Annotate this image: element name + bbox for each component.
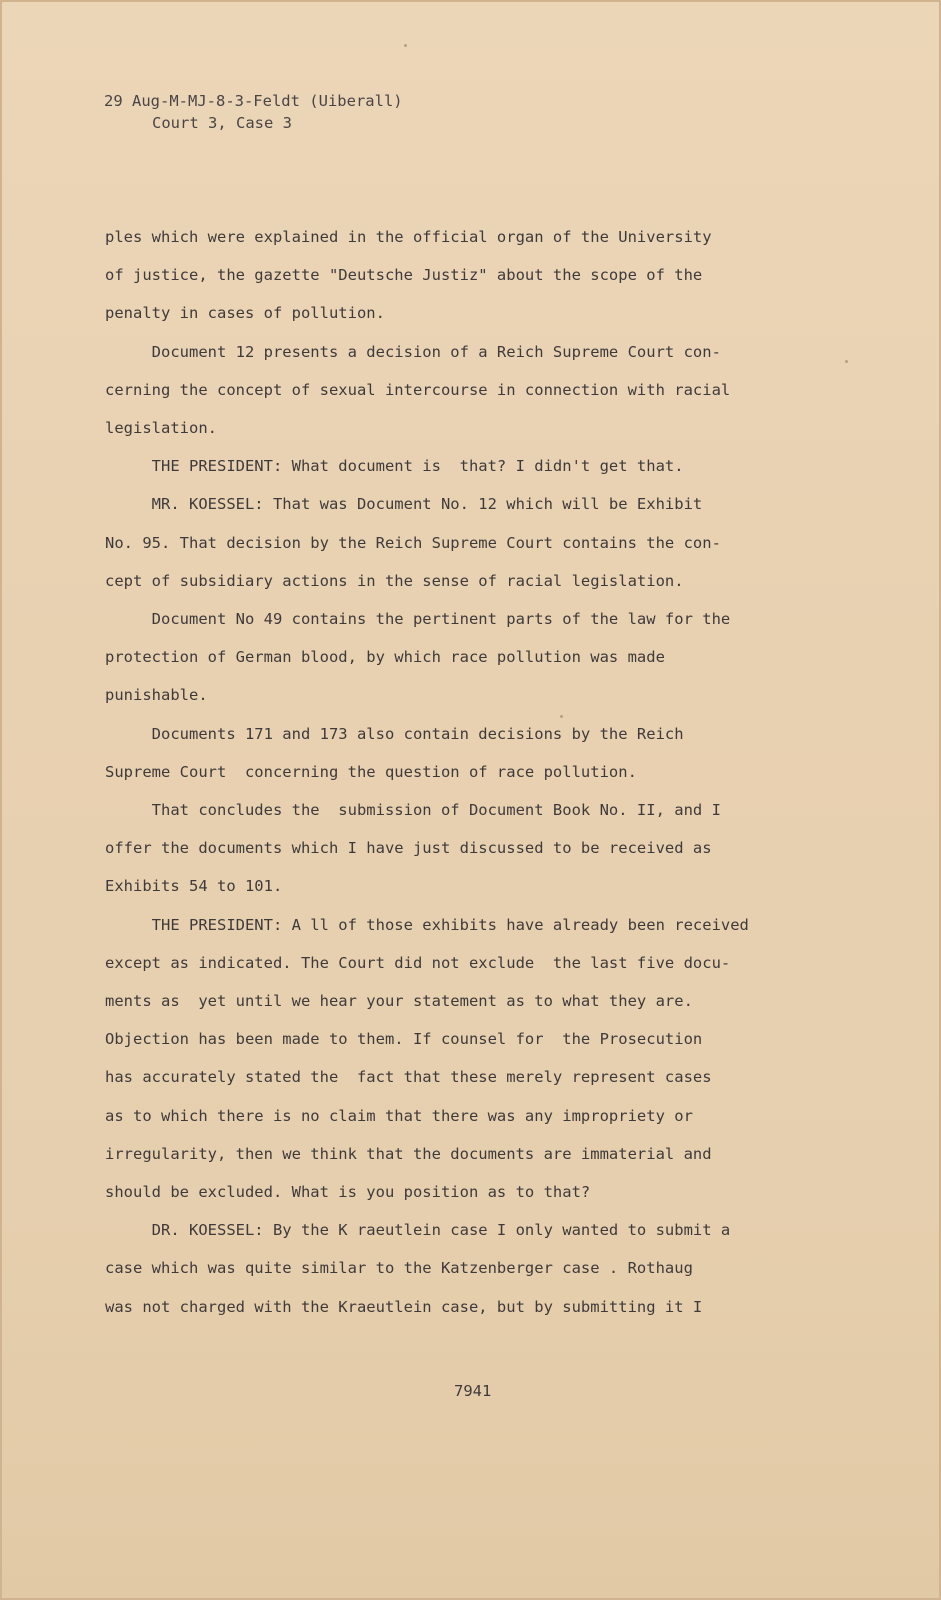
text-line: THE PRESIDENT: A ll of those exhibits have already been received: [105, 915, 749, 934]
text-line: penalty in cases of pollution.: [105, 304, 385, 323]
paper-speck: [404, 44, 407, 47]
text-line: has accurately stated the fact that these merely represent cases: [105, 1068, 712, 1087]
text-line: MR. KOESSEL: That was Document No. 12 which will be Exhibit: [105, 495, 703, 514]
text-line: protection of German blood, by which race pollution was made: [105, 648, 665, 667]
text-line: was not charged with the Kraeutlein case, but by submitting it I: [105, 1297, 703, 1316]
text-line: That concludes the submission of Document Book No. II, and I: [105, 801, 721, 820]
text-line: Supreme Court concerning the question of race pollution.: [105, 762, 637, 781]
text-line: cerning the concept of sexual intercourse in connection with racial: [105, 380, 731, 399]
text-line: irregularity, then we think that the documents are immaterial and: [105, 1144, 712, 1163]
transcript-body: [105, 218, 905, 1326]
text-line: No. 95. That decision by the Reich Supreme Court contains the con-: [105, 533, 721, 552]
text-line: of justice, the gazette "Deutsche Justiz" about the scope of the: [105, 266, 703, 285]
header-line-1: 29 Aug-M-MJ-8-3-Feldt (Uiberall): [104, 92, 403, 110]
text-line: Exhibits 54 to 101.: [105, 877, 283, 896]
text-line: as to which there is no claim that there was any impropriety or: [105, 1106, 693, 1125]
text-line: except as indicated. The Court did not exclude the last five docu-: [105, 953, 731, 972]
header-line-2: Court 3, Case 3: [152, 114, 292, 132]
text-line: DR. KOESSEL: By the K raeutlein case I only wanted to submit a: [105, 1221, 731, 1240]
text-line: punishable.: [105, 686, 208, 705]
text-line: legislation.: [105, 419, 217, 438]
text-line: THE PRESIDENT: What document is that? I didn't get that.: [105, 457, 684, 476]
text-line: ples which were explained in the official organ of the University: [105, 228, 712, 246]
paper-speck: [845, 360, 848, 363]
page-number: 7941: [454, 1382, 492, 1400]
paper-speck: [560, 715, 563, 718]
text-line: offer the documents which I have just discussed to be received as: [105, 839, 712, 858]
text-line: ments as yet until we hear your statement as to what they are.: [105, 992, 693, 1011]
text-line: Documents 171 and 173 also contain decisions by the Reich: [105, 724, 684, 743]
text-line: Document No 49 contains the pertinent parts of the law for the: [105, 610, 731, 629]
text-line: Objection has been made to them. If counsel for the Prosecution: [105, 1030, 703, 1049]
text-line: Document 12 presents a decision of a Reich Supreme Court con-: [105, 342, 721, 361]
text-line: should be excluded. What is you position as to that?: [105, 1183, 591, 1202]
text-line: cept of subsidiary actions in the sense of racial legislation.: [105, 571, 684, 590]
text-line: case which was quite similar to the Katzenberger case . Rothaug: [105, 1259, 693, 1278]
document-header: [104, 90, 403, 134]
